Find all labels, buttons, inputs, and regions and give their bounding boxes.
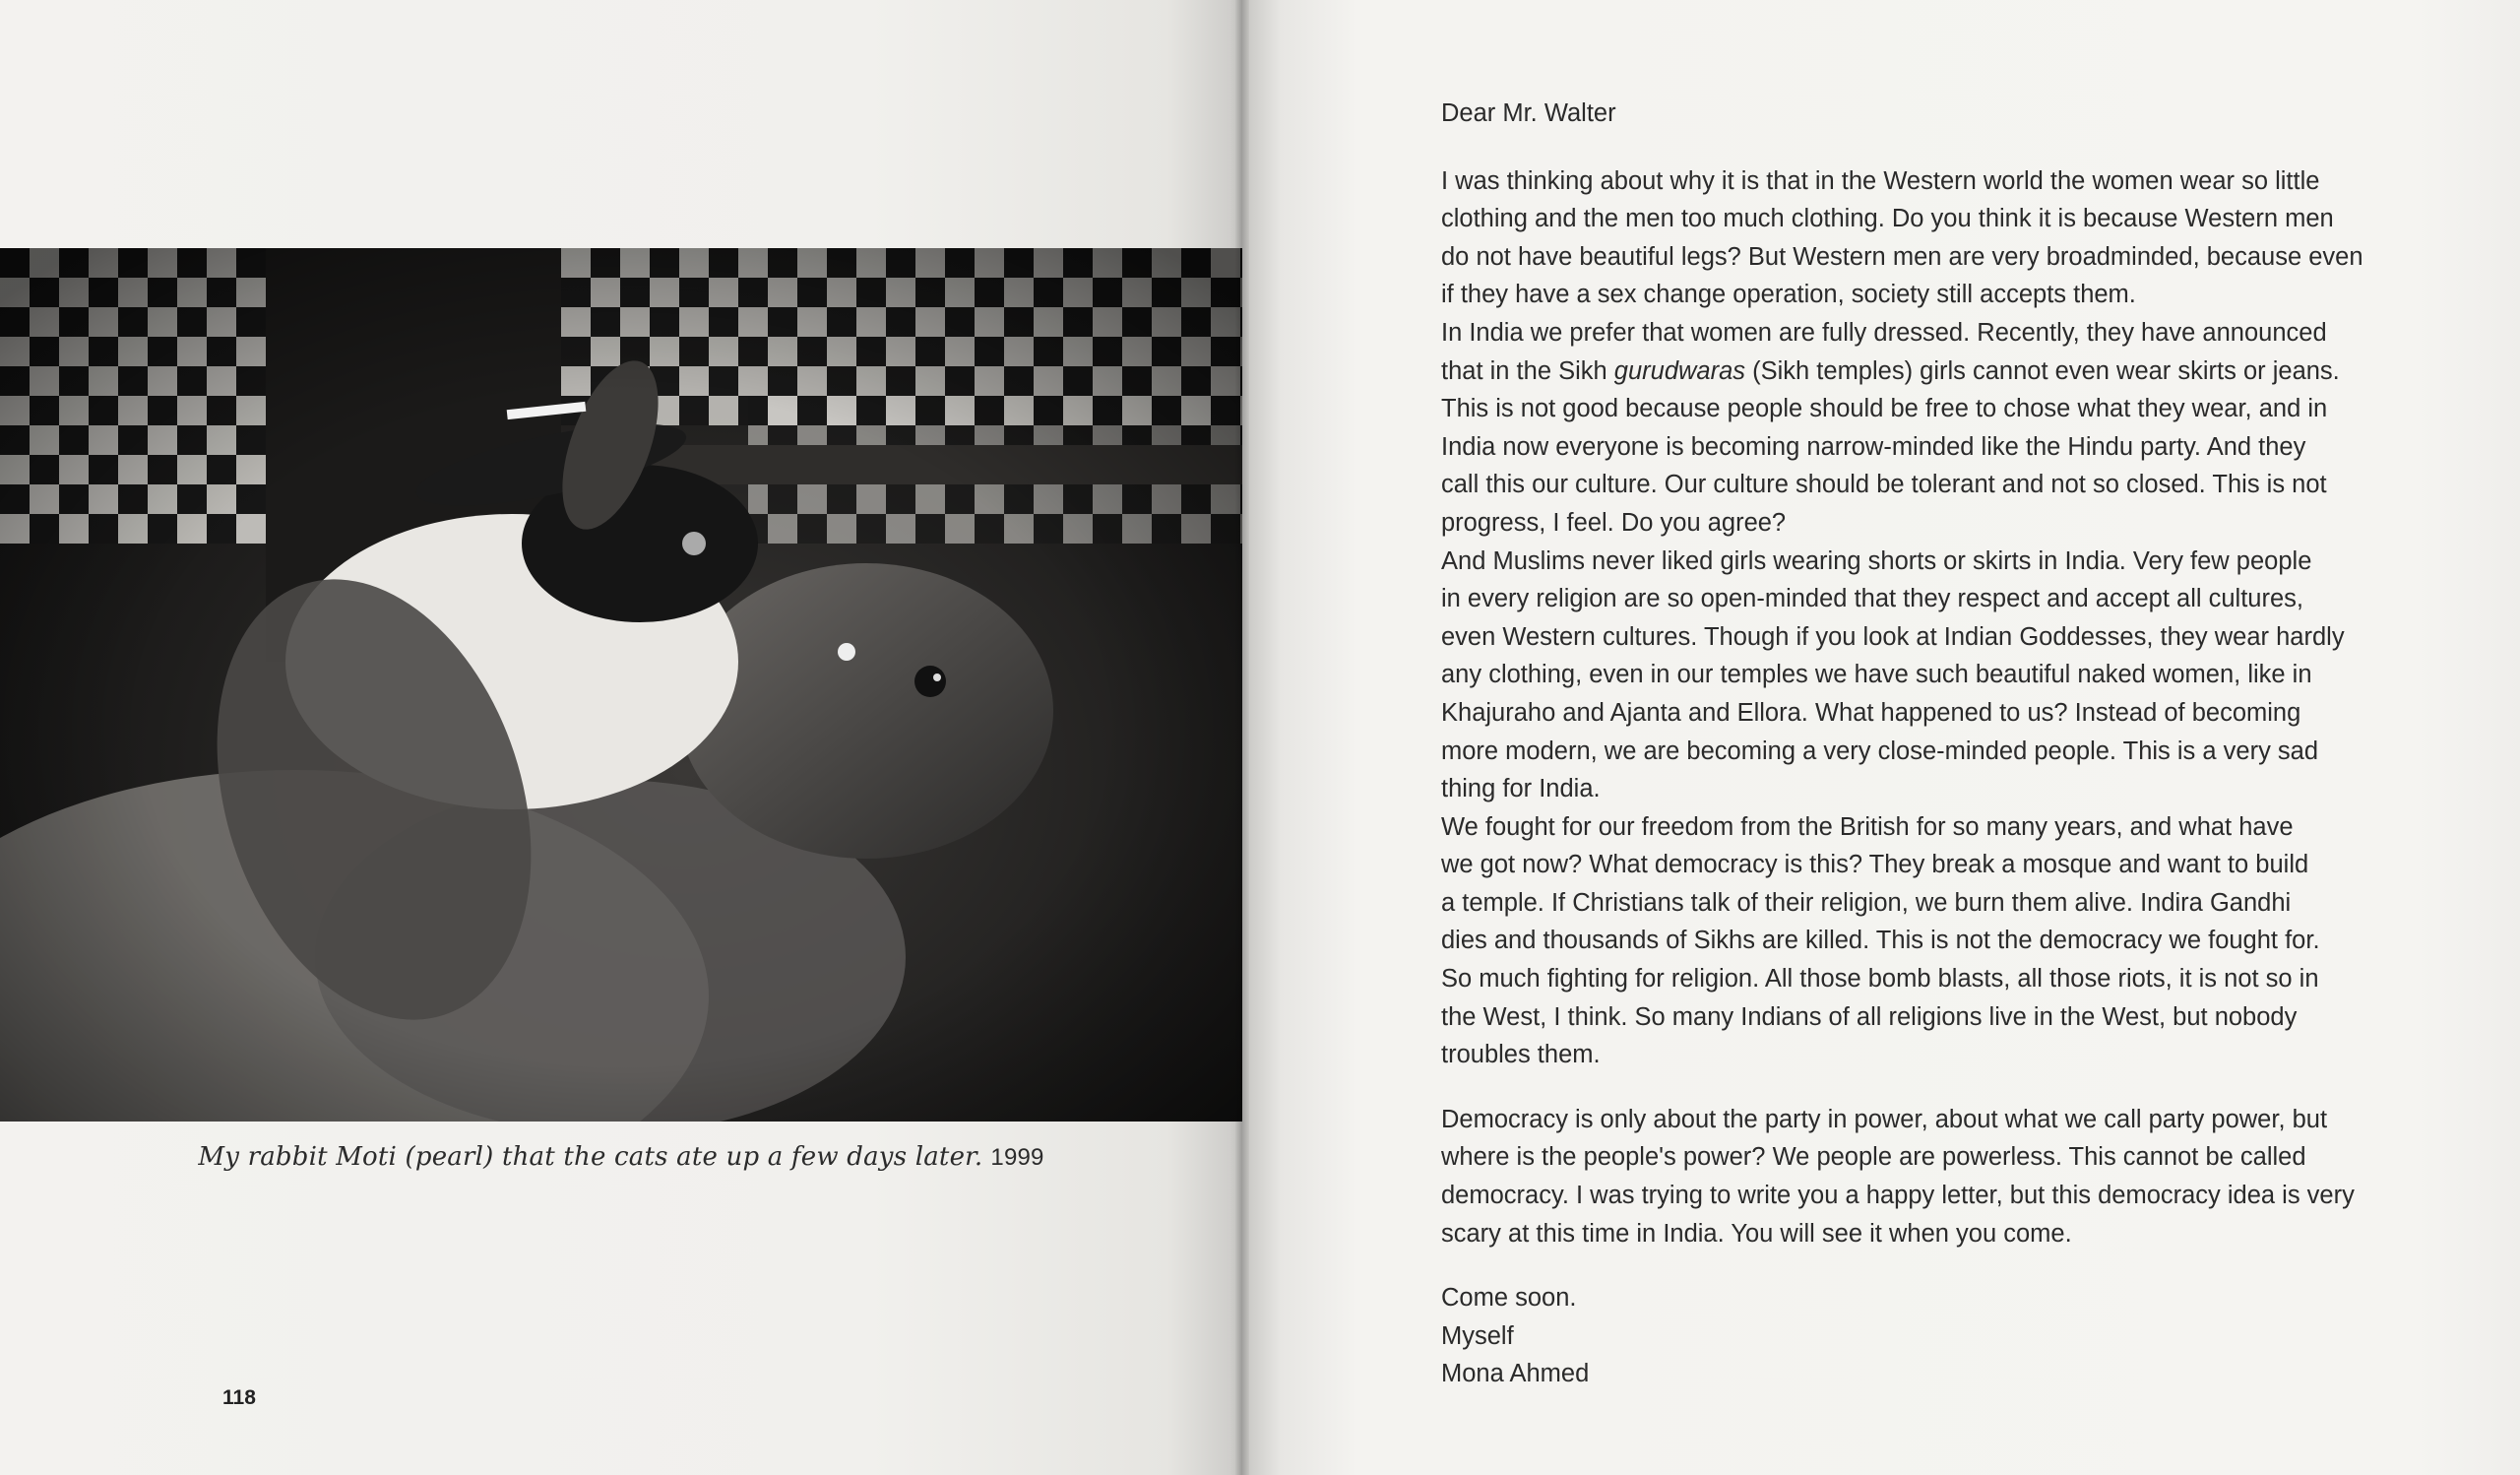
left-page xyxy=(0,0,1242,1475)
text-line: any clothing, even in our temples we have such beautiful naked women, like in xyxy=(1441,661,2312,689)
text-line: in every religion are so open-minded that they respect and accept all cultures, xyxy=(1441,585,2303,613)
text-line: So much fighting for religion. All those bomb blasts, all those riots, it is not so in xyxy=(1441,965,2319,994)
closing-line: Come soon. xyxy=(1441,1284,1577,1313)
text-line: We fought for our freedom from the British for so many years, and what have xyxy=(1441,812,2294,841)
letter-paragraph-3 xyxy=(1441,543,2386,808)
letter-paragraph-4 xyxy=(1441,808,2386,1074)
letter-paragraph-2 xyxy=(1441,314,2386,543)
text-segment: (Sikh temples) girls cannot even wear skirts or jeans. xyxy=(1745,356,2340,385)
text-line: India now everyone is becoming narrow-minded like the Hindu party. And they xyxy=(1441,432,2306,461)
letter-paragraph-1 xyxy=(1441,162,2386,314)
book-gutter xyxy=(1235,0,1249,1475)
letter-paragraph-5 xyxy=(1441,1101,2386,1252)
text-line: call this our culture. Our culture should be tolerant and not so closed. This is not xyxy=(1441,471,2327,499)
caption-year: 1999 xyxy=(990,1144,1044,1171)
text-line: progress, I feel. Do you agree? xyxy=(1441,508,1787,537)
text-line: And Muslims never liked girls wearing shorts or skirts in India. Very few people xyxy=(1441,546,2312,575)
text-line: a temple. If Christians talk of their religion, we burn them alive. Indira Gandhi xyxy=(1441,888,2292,917)
text-line: troubles them. xyxy=(1441,1041,1601,1069)
text-line: more modern, we are becoming a very close-minded people. This is a very sad xyxy=(1441,737,2319,765)
closing-line: Myself xyxy=(1441,1321,1514,1350)
text-line: dies and thousands of Sikhs are killed. This is not the democracy we fought for. xyxy=(1441,927,2320,955)
text-line: thing for India. xyxy=(1441,775,1601,803)
letter-salutation: Dear Mr. Walter xyxy=(1441,99,1616,127)
italic-term: gurudwaras xyxy=(1613,356,1746,385)
text-line: Khajuraho and Ajanta and Ellora. What happened to us? Instead of becoming xyxy=(1441,698,2301,727)
text-line: Democracy is only about the party in power, about what we call party power, but xyxy=(1441,1105,2328,1133)
letter xyxy=(1441,95,2386,1393)
text-line: we got now? What democracy is this? They break a mosque and want to build xyxy=(1441,851,2309,879)
photo-caption xyxy=(0,1142,1242,1172)
text-line: the West, I think. So many Indians of all religions live in the West, but nobody xyxy=(1441,1002,2298,1031)
text-line: do not have beautiful legs? But Western men are very broadminded, because even xyxy=(1441,242,2363,271)
letter-closing xyxy=(1441,1279,2386,1393)
signature: Mona Ahmed xyxy=(1441,1360,1590,1388)
page-number: 118 xyxy=(222,1386,256,1409)
text-segment: that in the Sikh xyxy=(1441,356,1614,385)
photograph xyxy=(0,248,1245,1122)
text-line: if they have a sex change operation, society still accepts them. xyxy=(1441,281,2136,309)
caption-text: My rabbit Moti (pearl) that the cats ate up a few days later. xyxy=(198,1142,983,1172)
photo-woman-holding-rabbit-icon xyxy=(0,248,1245,1122)
text-line: I was thinking about why it is that in the Western world the women wear so little xyxy=(1441,166,2320,195)
text-line: clothing and the men too much clothing. Do you think it is because Western men xyxy=(1441,205,2334,233)
text-line: democracy. I was trying to write you a happy letter, but this democracy idea is very xyxy=(1441,1182,2355,1210)
text-line xyxy=(1441,353,2386,391)
text-line: even Western cultures. Though if you look at Indian Goddesses, they wear hardly xyxy=(1441,622,2345,651)
text-line: In India we prefer that women are fully dressed. Recently, they have announced xyxy=(1441,318,2327,347)
text-line: scary at this time in India. You will see it when you come. xyxy=(1441,1219,2072,1248)
text-line: where is the people's power? We people are powerless. This cannot be called xyxy=(1441,1143,2306,1172)
text-line: This is not good because people should be free to chose what they wear, and in xyxy=(1441,395,2328,423)
